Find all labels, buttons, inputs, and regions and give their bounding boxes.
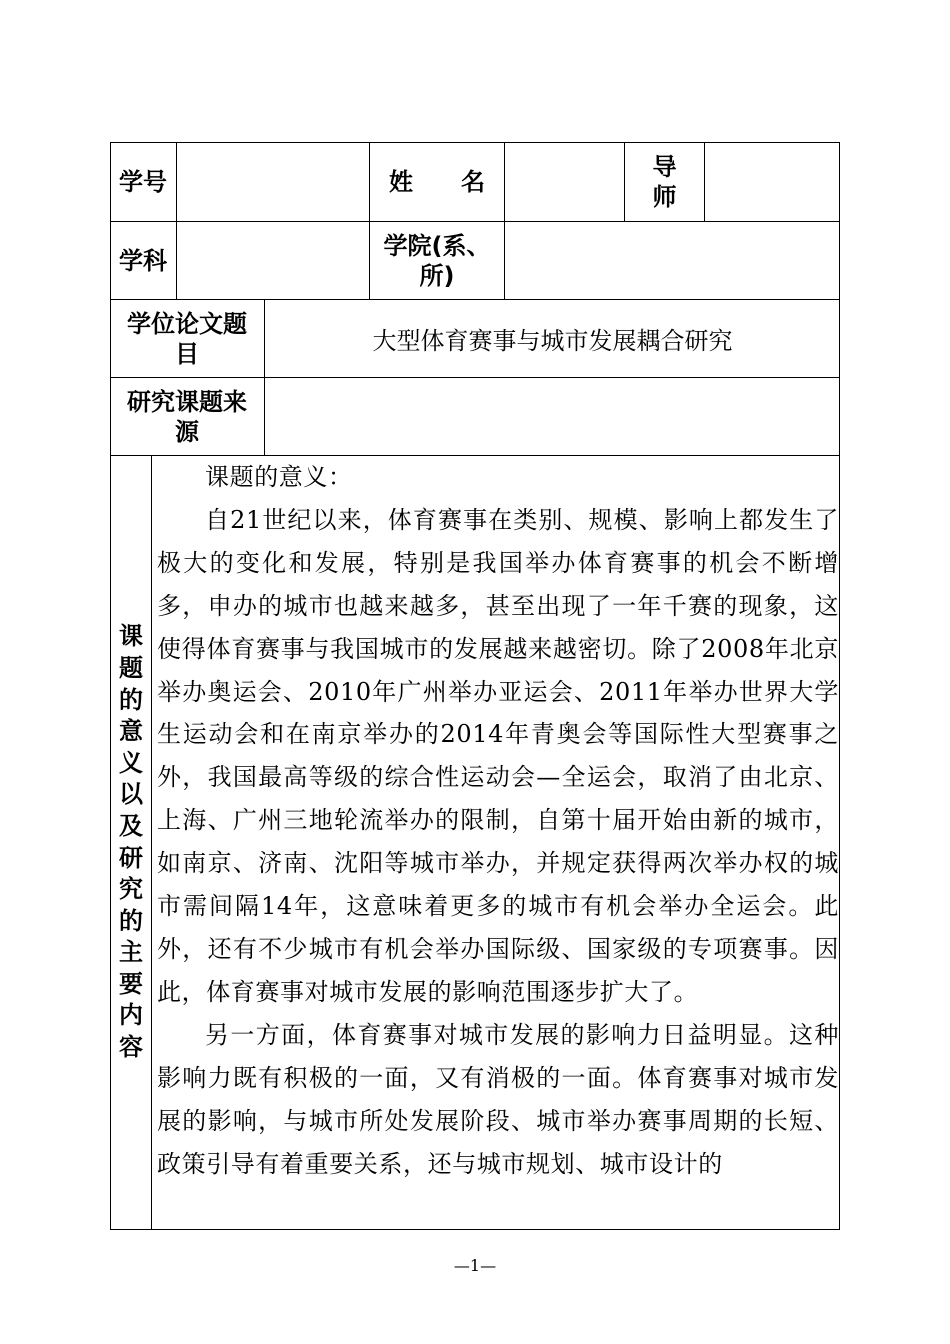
content-paragraph: 自21世纪以来，体育赛事在类别、规模、影响上都发生了极大的变化和发展，特别是我国举办体育赛事的机会不断增多，申办的城市也越来越多，甚至出现了一年千赛的现象，这使得体育赛事与我国城市的发展越来越密切。除了2008年北京举办奥运会、2010年广州举办亚运会、2011年举办世界大学生运动会和在南京举办的2014年青奥会等国际性大型赛事之外，我国最高等级的综合性运动会—全运会，取消了由北京、上海、广州三地轮流举办的限制，自第十届开始由新的城市，如南京、济南、沈阳等城市举办，并规定获得两次举办权的城市需间隔14年，这意味着更多的城市有机会举办全运会。此外，还有不少城市有机会举办国际级、国家级的专项赛事。因此，体育赛事对城市发展的影响范围逐步扩大了。 [157, 505, 839, 1006]
discipline-label: 学科 [119, 246, 167, 275]
advisor-label: 导师 [652, 152, 677, 211]
content-label-char: 意 [119, 717, 143, 746]
content-label-char: 研 [119, 843, 143, 872]
content-label-char: 究 [119, 875, 143, 904]
school-label: 学院(系、所) [383, 231, 491, 290]
content-label-char: 及 [119, 811, 143, 840]
topic-source-field[interactable] [265, 378, 840, 455]
content-label-char: 题 [119, 653, 143, 682]
name-label: 姓 名 [389, 167, 485, 196]
thesis-title-label: 学位论文题目 [127, 309, 247, 368]
student-id-field[interactable] [177, 142, 369, 221]
content-label-char: 的 [119, 906, 143, 935]
student-id-label: 学号 [119, 167, 167, 196]
content-label-char: 要 [119, 969, 143, 998]
content-label-char: 的 [119, 685, 143, 714]
content-label-char: 义 [119, 748, 143, 777]
content-label-char: 课 [119, 622, 143, 651]
col-divider [151, 455, 152, 1230]
topic-source-label: 研究课题来源 [127, 387, 247, 446]
content-label-char: 内 [119, 1001, 143, 1030]
content-label-char: 容 [119, 1033, 143, 1062]
discipline-field[interactable] [177, 222, 369, 299]
content-label-char: 主 [119, 938, 143, 967]
content-label-char: 以 [119, 780, 143, 809]
advisor-field[interactable] [705, 142, 840, 221]
thesis-title-value: 大型体育赛事与城市发展耦合研究 [372, 327, 733, 355]
name-field[interactable] [505, 142, 624, 221]
content-label [111, 456, 151, 1229]
page-number: —1— [453, 1256, 497, 1275]
content-heading: 课题的意义： [205, 463, 353, 491]
content-body [157, 456, 839, 1229]
content-paragraph: 另一方面，体育赛事对城市发展的影响力日益明显。这种影响力既有积极的一面，又有消极的一面。体育赛事对城市发展的影响，与城市所处发展阶段、城市举办赛事周期的长短、政策引导有着重要关系，还与城市规划、城市设计的 [157, 1020, 839, 1178]
school-field[interactable] [505, 222, 840, 299]
